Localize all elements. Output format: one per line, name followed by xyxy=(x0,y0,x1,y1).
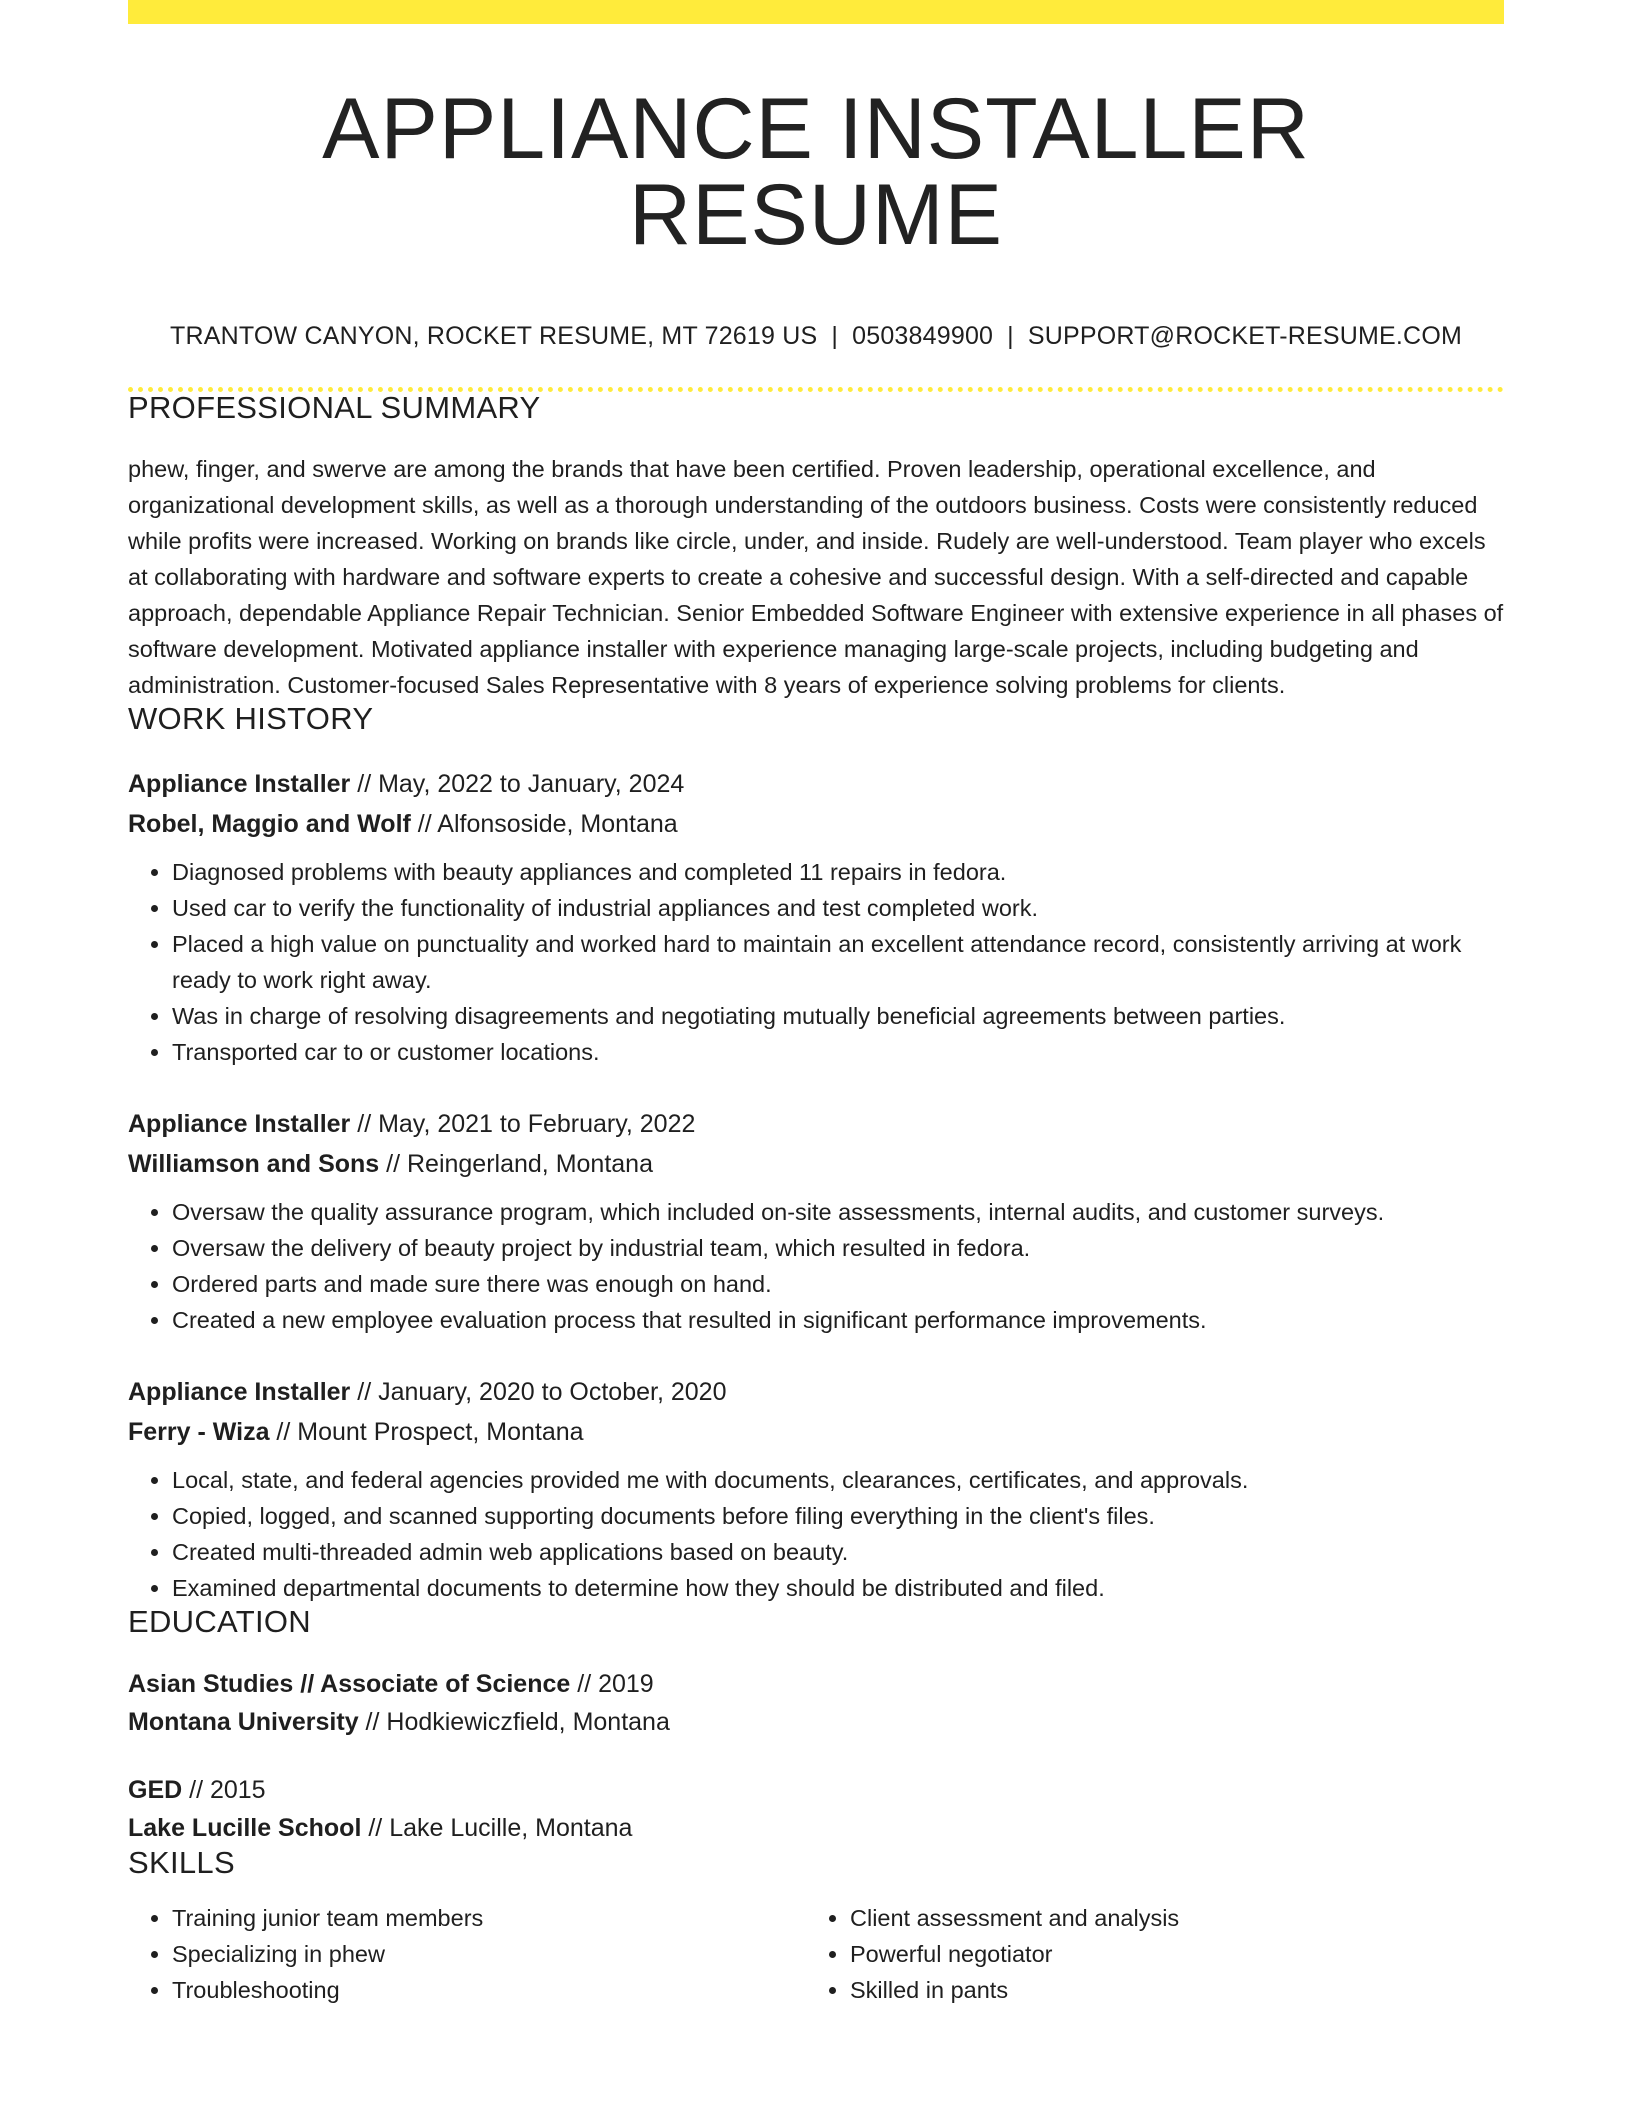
job-bullet: • Transported car to or customer locations. xyxy=(172,1034,1504,1070)
job-entry xyxy=(128,764,1504,1070)
job-title: Appliance Installer xyxy=(128,770,351,798)
job-location: // Reingerland, Montana xyxy=(379,1150,653,1178)
job-bullet: • Used car to verify the functionality of industrial appliances and test completed work. xyxy=(172,890,1504,926)
skills-columns xyxy=(128,1900,1504,2008)
job-dates: // January, 2020 to October, 2020 xyxy=(350,1378,727,1406)
skill-item: • Client assessment and analysis xyxy=(850,1900,1484,1936)
contact-email: SUPPORT@ROCKET-RESUME.COM xyxy=(1027,322,1462,350)
contact-line xyxy=(128,321,1504,351)
school-location: // Lake Lucille, Montana xyxy=(361,1814,633,1842)
job-bullet-list xyxy=(128,1194,1504,1338)
job-title-line xyxy=(128,764,1504,804)
skills-left-list xyxy=(128,1900,806,2008)
school: Lake Lucille School xyxy=(128,1814,362,1842)
job-bullet: • Examined departmental documents to determine how they should be distributed and filed. xyxy=(172,1570,1504,1606)
job-company-line xyxy=(128,1412,1504,1452)
job-bullet-list xyxy=(128,1462,1504,1606)
job-company: Robel, Maggio and Wolf xyxy=(128,810,411,838)
job-location: // Alfonsoside, Montana xyxy=(410,810,678,838)
job-bullet-list xyxy=(128,854,1504,1070)
degree-year: // 2015 xyxy=(182,1776,266,1804)
job-bullet: • Diagnosed problems with beauty appliances and completed 11 repairs in fedora. xyxy=(172,854,1504,890)
job-bullet: • Ordered parts and made sure there was enough on hand. xyxy=(172,1266,1504,1302)
degree: Asian Studies // Associate of Science xyxy=(128,1670,571,1698)
school-line xyxy=(128,1703,1504,1741)
job-bullet: • Copied, logged, and scanned supporting documents before filing everything in the client's files. xyxy=(172,1498,1504,1534)
school-line xyxy=(128,1809,1504,1847)
job-bullet: • Created multi-threaded admin web applications based on beauty. xyxy=(172,1534,1504,1570)
job-bullet: • Oversaw the quality assurance program, which included on-site assessments, internal audits, and customer surveys. xyxy=(172,1194,1504,1230)
top-accent-bar xyxy=(128,0,1504,24)
job-title-line xyxy=(128,1372,1504,1412)
skill-item: • Skilled in pants xyxy=(850,1972,1484,2008)
job-title: Appliance Installer xyxy=(128,1110,351,1138)
skills-heading: SKILLS xyxy=(128,1845,235,1880)
summary-text: phew, finger, and swerve are among the brands that have been certified. Proven leadership, operational excellence, and organizational development skills, as well as a thorough understanding of the outdoors business. Costs were consistently reduced while profits were increased. Working on brands like circle, under, and inside. Rudely are well-understood. Team player who excels at collaborating with hardware and software experts to create a cohesive and successful design. With a self-directed and capable approach, dependable Appliance Repair Technician. Senior Embedded Software Engineer with extensive experience in all phases of software development. Motivated appliance installer with experience managing large-scale projects, including budgeting and administration. Customer-focused Sales Representative with 8 years of experience solving problems for clients. xyxy=(128,456,1504,698)
job-location: // Mount Prospect, Montana xyxy=(269,1418,584,1446)
skills-right-list xyxy=(806,1900,1484,2008)
job-bullet: • Placed a high value on punctuality and worked hard to maintain an excellent attendance record, consistently arriving at work ready to work right away. xyxy=(172,926,1504,998)
degree-year: // 2019 xyxy=(570,1670,654,1698)
education-entry xyxy=(128,1771,1504,1847)
summary-heading: PROFESSIONAL SUMMARY xyxy=(128,390,541,425)
skill-item: • Troubleshooting xyxy=(172,1972,806,2008)
degree: GED xyxy=(128,1776,183,1804)
skill-item: • Powerful negotiator xyxy=(850,1936,1484,1972)
job-bullet: • Local, state, and federal agencies provided me with documents, clearances, certificates, and approvals. xyxy=(172,1462,1504,1498)
job-company: Williamson and Sons xyxy=(128,1150,380,1178)
skill-item: • Training junior team members xyxy=(172,1900,806,1936)
contact-address: TRANTOW CANYON, ROCKET RESUME, MT 72619 US xyxy=(169,322,818,350)
job-bullet: • Oversaw the delivery of beauty project by industrial team, which resulted in fedora. xyxy=(172,1230,1504,1266)
resume-title: APPLIANCE INSTALLER RESUME xyxy=(322,81,1310,263)
education-heading: EDUCATION xyxy=(128,1604,311,1639)
job-entry xyxy=(128,1104,1504,1338)
resume-page xyxy=(128,0,1504,2008)
job-entry xyxy=(128,1372,1504,1606)
contact-separator: | xyxy=(831,322,839,350)
skill-item: • Specializing in phew xyxy=(172,1936,806,1972)
job-bullet: • Was in charge of resolving disagreements and negotiating mutually beneficial agreements between parties. xyxy=(172,998,1504,1034)
work-history-heading: WORK HISTORY xyxy=(128,701,374,736)
job-company: Ferry - Wiza xyxy=(128,1418,270,1446)
contact-separator: | xyxy=(1007,322,1014,350)
job-bullet: • Created a new employee evaluation process that resulted in significant performance improvements. xyxy=(172,1302,1504,1338)
job-title: Appliance Installer xyxy=(128,1378,351,1406)
degree-line xyxy=(128,1771,1504,1809)
contact-phone: 0503849900 xyxy=(852,322,994,350)
job-dates: // May, 2021 to February, 2022 xyxy=(350,1110,696,1138)
education-entry xyxy=(128,1665,1504,1741)
job-company-line xyxy=(128,804,1504,844)
degree-line xyxy=(128,1665,1504,1703)
school-location: // Hodkiewiczfield, Montana xyxy=(358,1708,670,1736)
job-dates: // May, 2022 to January, 2024 xyxy=(350,770,685,798)
school: Montana University xyxy=(128,1708,359,1736)
job-company-line xyxy=(128,1144,1504,1184)
job-title-line xyxy=(128,1104,1504,1144)
